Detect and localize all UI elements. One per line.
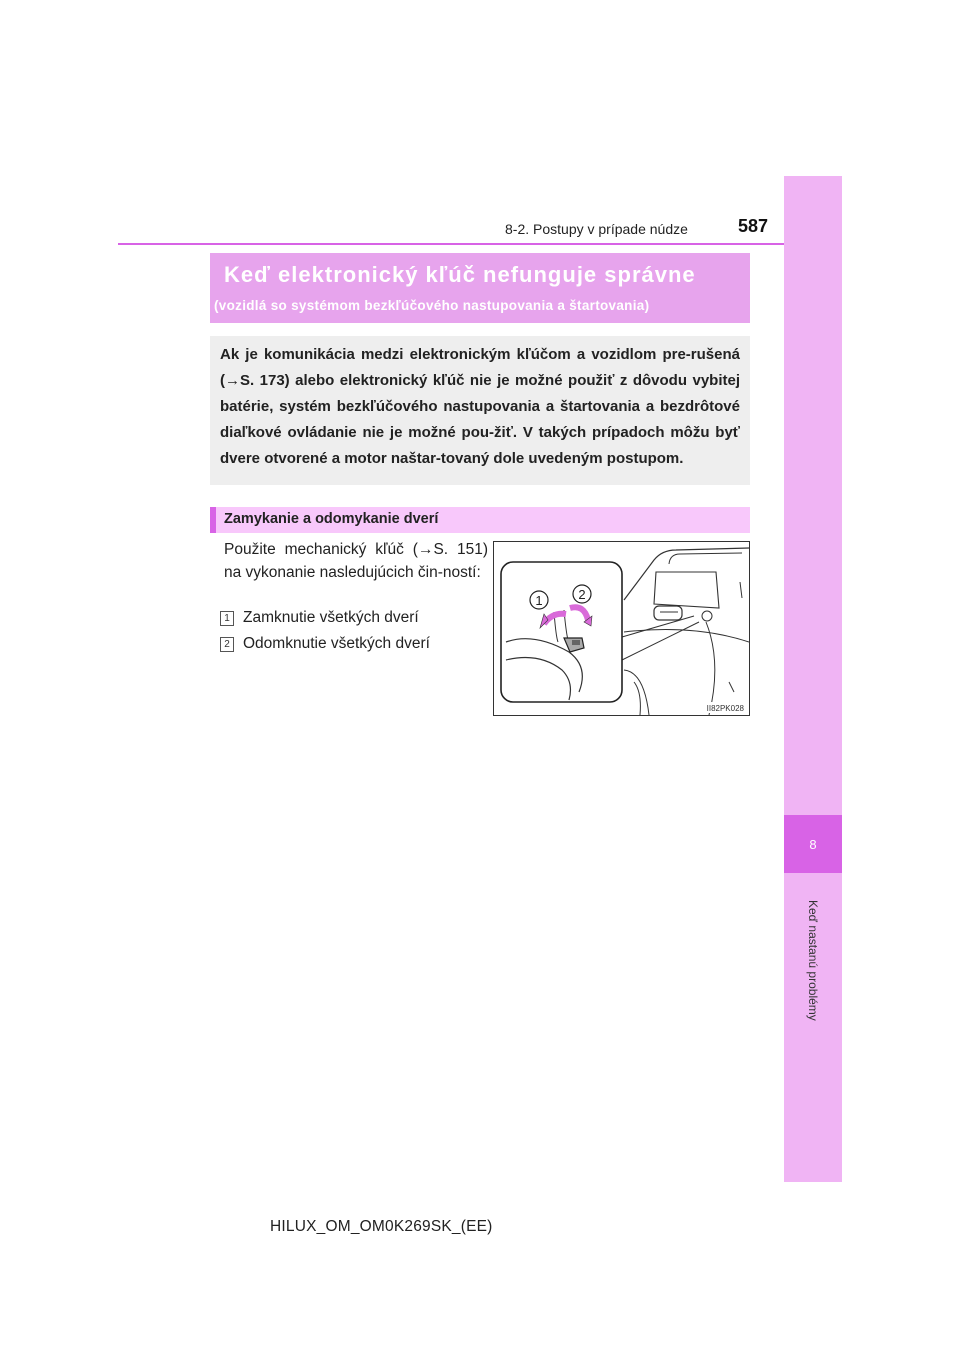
document-code: HILUX_OM_OM0K269SK_(EE) [270, 1218, 493, 1235]
step-label: Odomknutie všetkých dverí [243, 635, 430, 652]
callout-1: 1 [535, 593, 543, 608]
step-lock [220, 606, 419, 630]
chapter-number: 8 [784, 815, 842, 873]
door-lock-illustration [493, 541, 750, 716]
step-number-badge: 2 [220, 637, 234, 652]
chapter-title-vertical [784, 880, 842, 1040]
page-subtitle: (vozidlá so systémom bezkľúčového nastupovania a štartovania) [214, 298, 650, 313]
chapter-title-text: Keď nastanú problémy [806, 899, 820, 1021]
step-unlock [220, 632, 430, 656]
illustration-code: II82PK028 [706, 704, 744, 713]
title-box [210, 253, 750, 323]
door-key-drawing [494, 542, 749, 715]
intro-text: Ak je komunikácia medzi elektronickým kľúčom a vozidlom pre-rušená (→S. 173) alebo elektronický kľúč nie je možné použiť z dôvodu vybitej batérie, systém bezkľúčového nastupovania a štartovania a bezdrôtové diaľkové ovládanie nie je možné pou-žiť. V takých prípadoch môžu byť dvere otvorené a motor naštar-tovaný dole uvedeným postupom. [220, 346, 740, 467]
section-title: 8-2. Postupy v prípade núdze [505, 221, 688, 237]
subsection-body: Použite mechanický kľúč (→S. 151) na vykonanie nasledujúcich čin-ností: [224, 541, 488, 581]
callout-2: 2 [578, 587, 586, 602]
step-label: Zamknutie všetkých dverí [243, 609, 419, 626]
intro-box [210, 336, 750, 485]
page-title: Keď elektronický kľúč nefunguje správne [224, 262, 696, 287]
page-number: 587 [738, 216, 769, 236]
header-divider [118, 243, 784, 245]
subsection-heading [210, 507, 750, 533]
subsection-heading-text: Zamykanie a odomykanie dverí [224, 511, 439, 527]
step-number-badge: 1 [220, 611, 234, 626]
